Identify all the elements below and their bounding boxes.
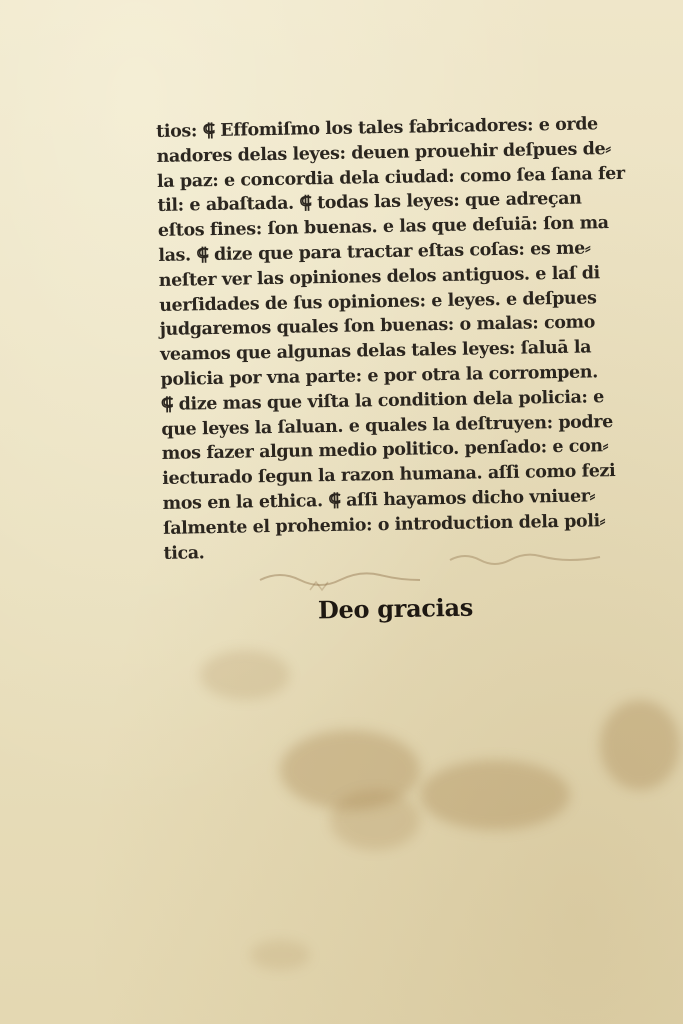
text-line: eſtos fines: ſon buenas. e las que deſuiā: ſon ma <box>157 213 609 242</box>
water-stain <box>250 940 310 970</box>
text-line: judgaremos quales ſon buenas: o malas: como <box>159 312 596 341</box>
water-stain <box>330 790 420 850</box>
text-line: la paz: e concordia dela ciudad: como ſea ſana fer <box>156 163 625 192</box>
text-line: nadores delas leyes: deuen prouehir deſpues de⸗ <box>156 138 611 167</box>
text-line: las. ⸿ dize que para tractar eſtas coſas: es me⸗ <box>158 238 591 266</box>
water-stain <box>200 650 290 700</box>
water-stain <box>420 760 570 830</box>
text-line: tica. <box>163 542 205 564</box>
text-line: tios: ⸿ Effomiſmo los tales fabricadores: e orde <box>156 114 599 142</box>
text-line: ⸿ dize mas que viſta la condition dela policia: e <box>160 386 605 415</box>
text-line: iecturado ſegun la razon humana. aſſi como fezi <box>162 461 616 490</box>
water-stain <box>600 700 680 790</box>
text-line: til: e abaſtada. ⸿ todas las leyes: que adreçan <box>157 188 582 217</box>
text-line: neſter ver las opiniones delos antiguos. e laſ di <box>158 263 601 291</box>
text-line: ſalmente el prohemio: o introduction dela poli⸗ <box>162 510 606 539</box>
text-line: uerſidades de ſus opiniones: e leyes. e deſpues <box>159 287 597 316</box>
text-line: veamos que algunas delas tales leyes: ſaluā la <box>159 337 592 366</box>
text-line: policia por vna parte: e por otra la corrompen. <box>160 362 598 390</box>
text-block <box>156 112 624 566</box>
text-line: que leyes la ſaluan. e quales la deſtruyen: podre <box>161 411 614 440</box>
text-line: mos fazer algun medio politico. penſado: e con⸗ <box>161 436 609 465</box>
colophon: Deo gracias <box>317 592 474 625</box>
text-line: mos en la ethica. ⸿ aſſi hayamos dicho vniuer⸗ <box>162 486 596 514</box>
